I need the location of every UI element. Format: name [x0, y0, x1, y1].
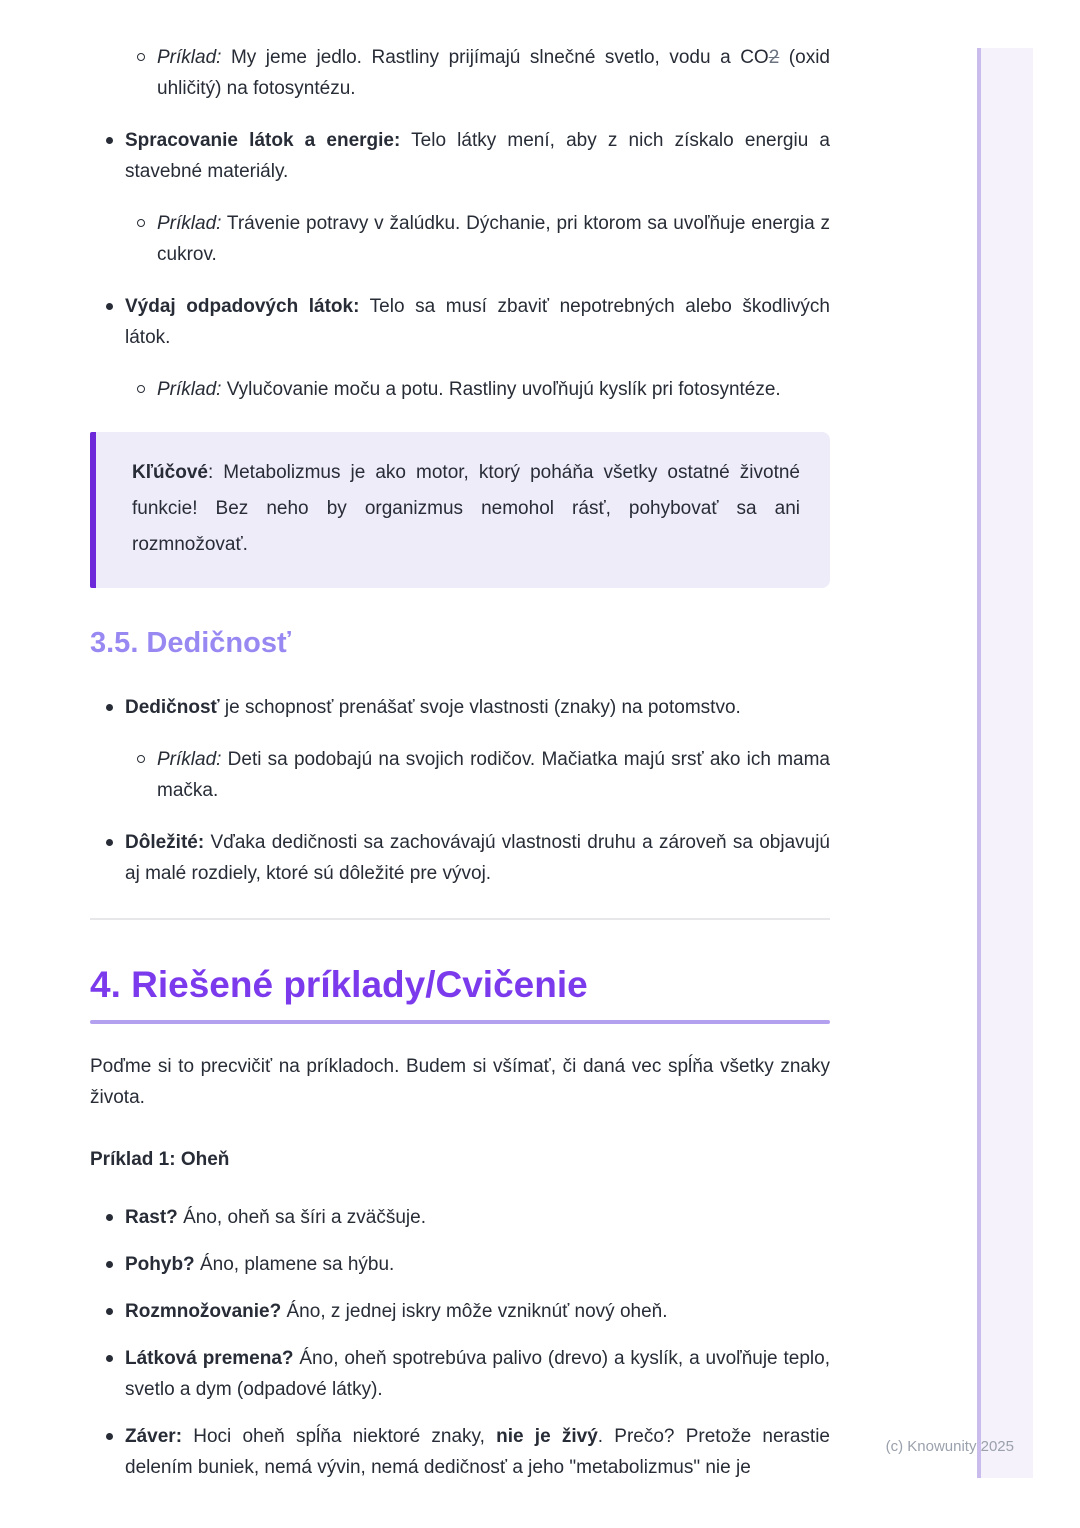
example-1-list — [90, 1202, 830, 1483]
metabolism-list — [90, 42, 830, 405]
list-item: Rast? Áno, oheň sa šíri a zväčšuje. — [104, 1202, 830, 1233]
section-heading-3-5: 3.5. Dedičnosť — [90, 627, 291, 659]
list-item: Pohyb? Áno, plamene sa hýbu. — [104, 1249, 830, 1280]
list-item: Príklad: Trávenie potravy v žalúdku. Dýchanie, pri ktorom sa uvoľňuje energia z cukrov. — [136, 208, 830, 270]
list-item: Látková premena? Áno, oheň spotrebúva palivo (drevo) a kyslík, a uvoľňuje teplo, svetlo a dym (odpadové látky). — [104, 1343, 830, 1405]
heredity-list — [90, 692, 830, 889]
example-1-heading: Príklad 1: Oheň — [90, 1149, 230, 1170]
document-page — [90, 42, 830, 1499]
section-heading-4: 4. Riešené príklady/Cvičenie — [90, 964, 588, 1005]
list-item: Príklad: Vylučovanie moču a potu. Rastliny uvoľňujú kyslík pri fotosyntéze. — [136, 374, 830, 405]
list-item: Príklad: Deti sa podobajú na svojich rodičov. Mačiatka majú srsť ako ich mama mačka. — [136, 744, 830, 806]
list-item: Dôležité: Vďaka dedičnosti sa zachovávajú vlastnosti druhu a zároveň sa objavujú aj malé rozdiely, ktoré sú dôležité pre vývoj. — [104, 827, 830, 889]
heading-underline — [90, 1020, 830, 1024]
copyright-footer: (c) Knowunity 2025 — [885, 1438, 1014, 1455]
list-item: Príklad: My jeme jedlo. Rastliny prijímajú slnečné svetlo, vodu a CO2 (oxid uhličitý) na fotosyntézu. — [136, 42, 830, 104]
list-item: Dedičnosť je schopnosť prenášať svoje vlastnosti (znaky) na potomstvo. — [104, 692, 830, 723]
key-takeaway-callout — [90, 432, 830, 588]
section-intro-paragraph: Poďme si to precvičiť na príkladoch. Budem si všímať, či daná vec spĺňa všetky znaky života. — [90, 1056, 830, 1108]
list-item: Záver: Hoci oheň spĺňa niektoré znaky, nie je živý. Prečo? Pretože nerastie delením buniek, nemá vývin, nemá dedičnosť a jeho "metabolizmus" nie je — [104, 1421, 830, 1483]
list-item: Spracovanie látok a energie: Telo látky mení, aby z nich získalo energiu a stavebné materiály. — [104, 125, 830, 187]
callout-text: Kľúčové: Metabolizmus je ako motor, ktorý poháňa všetky ostatné životné funkcie! Bez neho by organizmus nemohol rásť, pohybovať sa ani rozmnožovať. — [132, 462, 800, 555]
list-item: Rozmnožovanie? Áno, z jednej iskry môže vzniknúť nový oheň. — [104, 1296, 830, 1327]
section-divider — [90, 918, 830, 920]
list-item: Výdaj odpadových látok: Telo sa musí zbaviť nepotrebných alebo škodlivých látok. — [104, 291, 830, 353]
next-page-edge — [977, 48, 1033, 1478]
